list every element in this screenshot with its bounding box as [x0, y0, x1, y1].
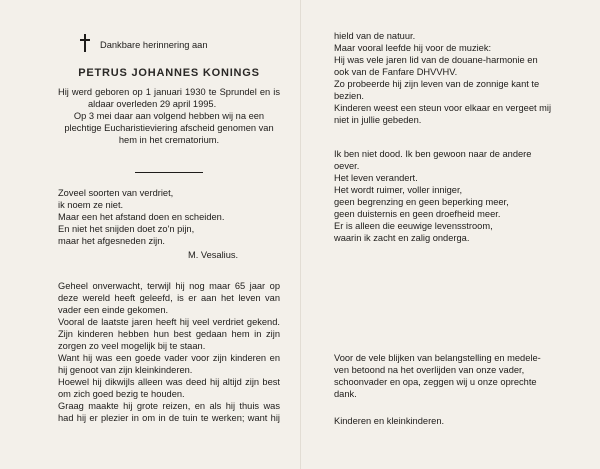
text-line: Zo probeerde hij zijn leven van de zonnige kant te [334, 79, 540, 89]
text-line: Hij was vele jaren lid van de douane-harmonie en [334, 55, 538, 65]
text-line: Vooral de laatste jaren heeft hij veel verdriet gekend. [58, 317, 280, 327]
text-line: aldaar overleden 29 april 1995. [88, 99, 217, 109]
poem-line: geen begrenzing en geen beperking meer, [334, 197, 509, 207]
text-line: dank. [334, 389, 357, 399]
fold-line [300, 0, 301, 469]
poem-line: geen duisternis en geen droefheid meer. [334, 209, 501, 219]
poem-line: ik noem ze niet. [58, 200, 124, 210]
text-line: zorgen zo veel mogelijk bij te staan. [58, 341, 206, 351]
text-line: deze wereld heeft geleefd, is er aan het leven van [58, 293, 280, 303]
header-text: Dankbare herinnering aan [100, 40, 208, 50]
biography-paragraph [58, 280, 280, 424]
text-line: hij genoot van zijn kleinkinderen. [58, 365, 193, 375]
text-line: ook van de Fanfare DHVVHV. [334, 67, 458, 77]
text-line: om zich goed bezig te houden. [58, 389, 185, 399]
poem-line: Ik ben niet dood. Ik ben gewoon naar de andere [334, 149, 532, 159]
separator-rule [135, 172, 203, 173]
poem-line: Maar een het afstand doen en scheiden. [58, 212, 225, 222]
text-line: Voor de vele blijken van belangstelling en medele- [334, 353, 541, 363]
signature: Kinderen en kleinkinderen. [334, 416, 445, 426]
cross-icon [80, 34, 90, 52]
text-line: had hij er plezier in om in de tuin te werken; want hij [58, 413, 280, 423]
closing-poem [334, 148, 584, 244]
poem-line: waarin ik zacht en zalig onderga. [334, 233, 470, 243]
poem-line: Het leven verandert. [334, 173, 418, 183]
text-line: niet in jullie gebeden. [334, 115, 422, 125]
poem-line: Er is alleen die eeuwige levensstroom, [334, 221, 493, 231]
text-line: Hij werd geboren op 1 januari 1930 te Sprundel en is [58, 87, 280, 97]
poem-line: Het wordt ruimer, voller inniger, [334, 185, 463, 195]
thanks-paragraph [334, 352, 584, 400]
deceased-name: PETRUS JOHANNES KONINGS [78, 67, 260, 79]
text-line: vader een einde gekomen. [58, 305, 169, 315]
text-line: ven betoond na het overlijden van onze vader, [334, 365, 525, 375]
poem-line: oever. [334, 161, 360, 171]
biography-continued [334, 30, 584, 126]
text-line: Zijn kinderen hebben hun best gedaan hem in zijn [58, 329, 280, 339]
text-line: Op 3 mei daar aan volgend hebben wij na een [73, 111, 265, 121]
text-line: plechtige Eucharistieviering afscheid genomen van [64, 123, 274, 133]
poem-line: maar het afgesneden zijn. [58, 236, 165, 246]
text-line: schoonvader en opa, zeggen wij u onze oprechte [334, 377, 537, 387]
text-line: Maar vooral leefde hij voor de muziek: [334, 43, 492, 53]
poem-line: Zoveel soorten van verdriet, [58, 188, 174, 198]
text-line: Want hij was een goede vader voor zijn kinderen en [58, 353, 280, 363]
funeral-paragraph [58, 110, 280, 146]
text-line: hem in het crematorium. [118, 135, 220, 145]
text-line: Graag maakte hij grote reizen, en als hij thuis was [58, 401, 280, 411]
text-line: hield van de natuur. [334, 31, 416, 41]
text-line: Hoewel hij dikwijls alleen was deed hij altijd zijn best [58, 377, 280, 387]
poem [58, 187, 280, 247]
text-line: Kinderen weest een steun voor elkaar en vergeet mij [334, 103, 552, 113]
text-line: Geheel onverwacht, terwijl hij nog maar 65 jaar op [58, 281, 280, 291]
poem-line: En niet het snijden doet zo'n pijn, [58, 224, 195, 234]
text-line: bezien. [334, 91, 364, 101]
birth-death-paragraph [58, 86, 280, 110]
poem-author: M. Vesalius. [188, 250, 239, 260]
